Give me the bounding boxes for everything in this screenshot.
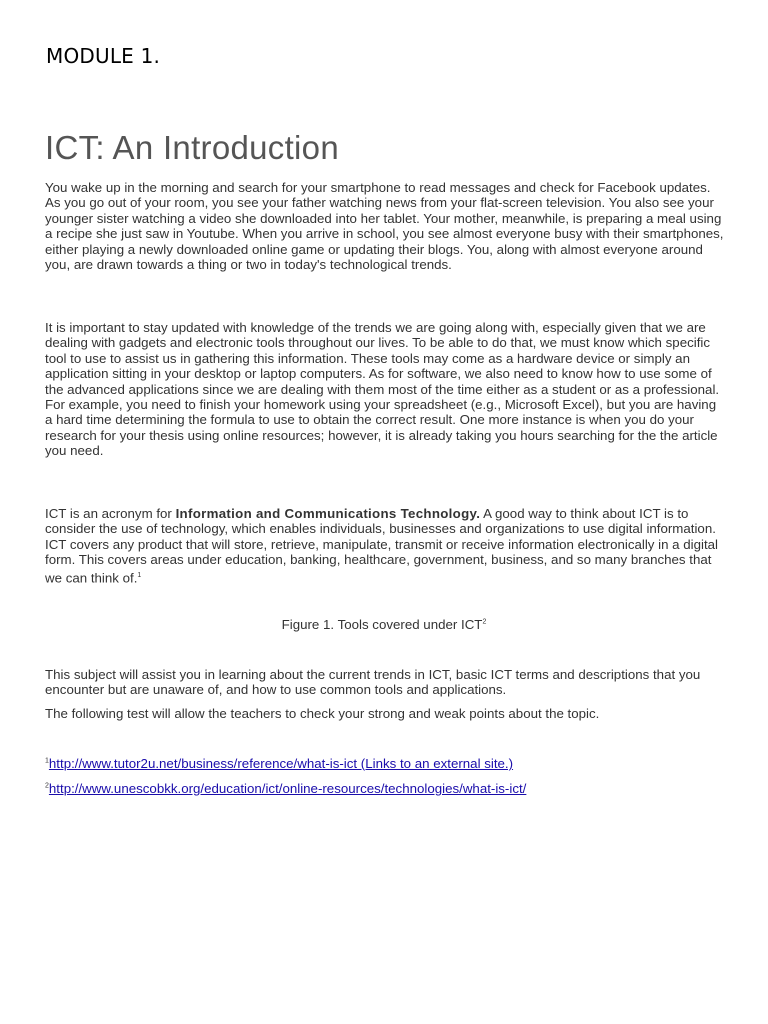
footnote-2-mark: 2 <box>45 782 49 790</box>
intro-paragraph: You wake up in the morning and search for your smartphone to read messages and check for Facebook updates. As you go out of your room, you see your father watching news from your flat-screen television. You also see your younger sister watching a video she downloaded into her tablet. Your mother, meanwhile, is preparing a meal using a recipe she just saw in Youtube. When you arrive in school, you see almost everyone busy with their smartphones, either playing a newly downloaded online game or updating their blogs. You, along with almost everyone around you, are drawn towards a thing or two in today's technological trends. <box>45 180 724 273</box>
figure-caption-text: Figure 1. Tools covered under ICT <box>281 617 483 632</box>
page-title: ICT: An Introduction <box>45 129 339 166</box>
footnote-ref-1: 1 <box>137 571 142 579</box>
figure-caption <box>0 617 768 632</box>
trends-paragraph: It is important to stay updated with knowledge of the trends we are going along with, especially given that we are dealing with gadgets and electronic tools throughout our lives. To be able to do that, we must know which specific tool to use to assist us in gathering this information. These tools may come as a hardware device or simply an application sitting in your desktop or laptop computers. As for software, we also need to know how to use some of the advanced applications since we are dealing with them most of the time either as a student or as a professional. For example, you need to finish your homework using your spreadsheet (e.g., Microsoft Excel), but you are having a hard time determining the formula to use to obtain the correct result. One more instance is when you do your research for your thesis using online resources; however, it is already taking you hours searching for the the article you need. <box>45 320 720 459</box>
test-paragraph: The following test will allow the teachers to check your strong and weak points about the topic. <box>45 706 600 721</box>
footnote-ref-2: 2 <box>482 618 487 626</box>
ict-definition-paragraph <box>45 506 725 585</box>
footnote-1-link[interactable]: http://www.tutor2u.net/business/reference/what-is-ict (Links to an external site.) <box>48 756 514 771</box>
footnote-2-link[interactable]: http://www.unescobkk.org/education/ict/online-resources/technologies/what-is-ict/ <box>48 781 527 796</box>
ict-acronym-expansion: Information and Communications Technology. <box>175 506 481 521</box>
definition-text-before: ICT is an acronym for <box>45 506 176 521</box>
definition-text-after: A good way to think about ICT is to consider the use of technology, which enables individuals, businesses and organizations to use digital information. ICT covers any product that will store, retrieve, manipulate, transmit or receive information electronically in a digital form. This covers areas under education, banking, healthcare, government, business, and so many branches that we can think of. <box>45 506 719 586</box>
subject-paragraph: This subject will assist you in learning about the current trends in ICT, basic ICT terms and descriptions that you encounter but are unaware of, and how to use common tools and applications. <box>45 667 701 698</box>
footnote-1 <box>45 756 513 771</box>
module-heading: MODULE 1. <box>46 44 161 68</box>
footnote-1-mark: 1 <box>45 757 49 765</box>
footnote-2 <box>45 781 526 796</box>
